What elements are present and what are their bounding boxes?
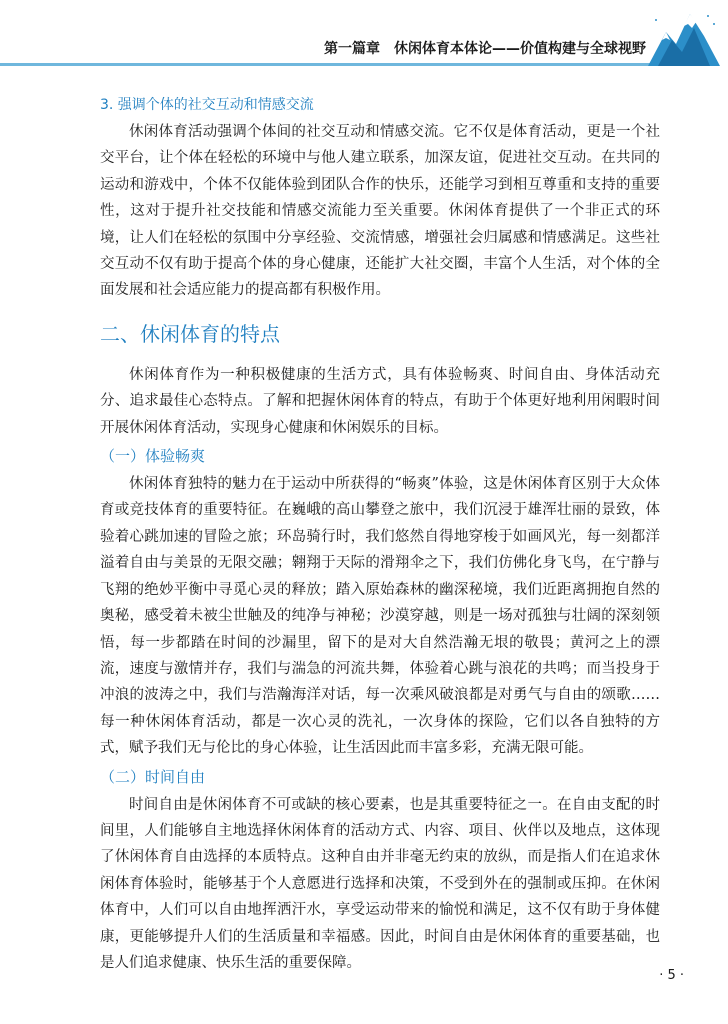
- paragraph: 休闲体育活动强调个体间的社交互动和情感交流。它不仅是体育活动，更是一个社交平台，让个体在轻松的环境中与他人建立联系，加深友谊，促进社交互动。在共同的运动和游戏中，个体不仅能体验到团队合作的快乐，还能学习到相互尊重和支持的重要性，这对于提升社交技能和情感交流能力至关重要。休闲体育提供了一个非正式的环境，让人们在轻松的氛围中分享经验、交流情感，增强社会归属感和情感满足。这些社交互动不仅有助于提高个体的身心健康，还能扩大社交圈，丰富个人生活，对个体的全面发展和社会适应能力的提高都有积极作用。: [100, 124, 660, 299]
- header-rule: [0, 63, 650, 66]
- mountain-logo-icon: [648, 10, 720, 66]
- subsection-heading: （一）体验畅爽: [100, 447, 206, 466]
- subsection-heading: （二）时间自由: [100, 767, 206, 786]
- chapter-title: 第一篇章 休闲体育本体论——价值构建与全球视野: [324, 41, 646, 57]
- page-number: · 5 ·: [659, 968, 684, 983]
- paragraph: 休闲体育作为一种积极健康的生活方式，具有体验畅爽、时间自由、身体活动充分、追求最佳心态特点。了解和把握休闲体育的特点，有助于个体更好地利用闲暇时间开展休闲体育活动，实现身心健康和休闲娱乐的目标。: [100, 366, 660, 436]
- subsection-title: 3. 强调个体的社交互动和情感交流: [100, 97, 314, 113]
- paragraph: 休闲体育独特的魅力在于运动中所获得的“畅爽”体验，这是休闲体育区别于大众体育或竞技体育的重要特征。在巍峨的高山攀登之旅中，我们沉浸于雄浑壮丽的景致，体验着心跳加速的冒险之旅；环岛骑行时，我们悠然自得地穿梭于如画风光，每一刻都洋溢着自由与美景的无限交融；翱翔于天际的滑翔伞之下，我们仿佛化身飞鸟，在宁静与飞翔的绝妙平衡中寻觅心灵的释放；踏入原始森林的幽深秘境，我们近距离拥抱自然的奥秘，感受着未被尘世触及的纯净与神秘；沙漠穿越，则是一场对孤独与壮阔的深刻领悟，每一步都踏在时间的沙漏里，留下的是对大自然浩瀚无垠的敬畏；黄河之上的漂流，速度与激情并存，我们与湍急的河流共舞，体验着心跳与浪花的共鸣；而当投身于冲浪的波涛之中，我们与浩瀚海洋对话，每一次乘风破浪都是对勇气与自由的颂歌……每一种休闲体育活动，都是一次心灵的洗礼，一次身体的探险，它们以各自独特的方式，赋予我们无与伦比的身心体验，让生活因此而丰富多彩，充满无限可能。: [100, 476, 660, 757]
- running-header: [0, 0, 728, 70]
- paragraph: 时间自由是休闲体育不可或缺的核心要素，也是其重要特征之一。在自由支配的时间里，人们能够自主地选择休闲体育的活动方式、内容、项目、伙伴以及地点，这体现了休闲体育自由选择的本质特点。这种自由并非毫无约束的放纵，而是指人们在追求休闲体育体验时，能够基于个人意愿进行选择和决策，不受到外在的强制或压抑。在休闲体育中，人们可以自由地挥洒汗水，享受运动带来的愉悦和满足，这不仅有助于身体健康，更能够提升人们的生活质量和幸福感。因此，时间自由是休闲体育的重要基础，也是人们追求健康、快乐生活的重要保障。: [100, 796, 660, 971]
- section-heading: 二、休闲体育的特点: [100, 321, 280, 346]
- page-content: [100, 95, 660, 976]
